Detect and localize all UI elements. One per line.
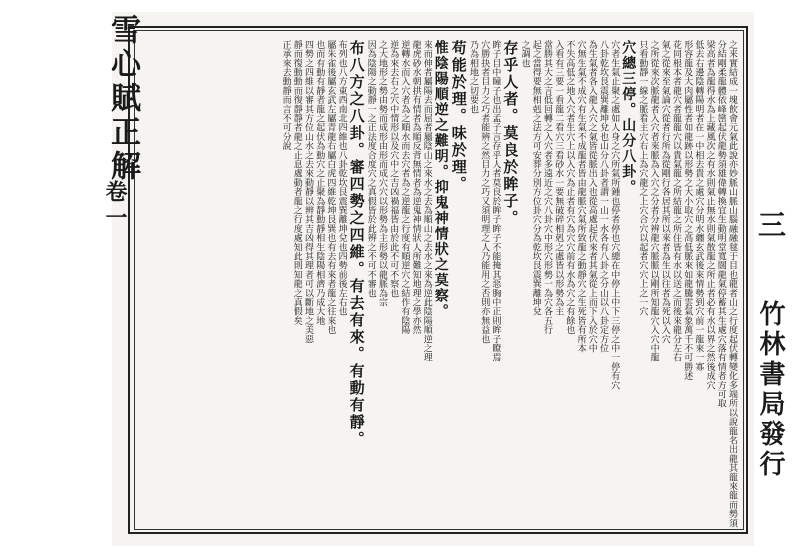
text-column: 來而伸者屬陽去而屈者屬陰山之來水之去為順山之去水之來為逆此陰陽順逆之理 — [421, 40, 432, 362]
spine-title: 雪心賦正解 — [105, 14, 140, 184]
text-column: 因為陰陽之動靜一之正法度合度穴之真假皆於此辨之不可不審也 — [365, 40, 376, 298]
text-column: 靜而復動動而復靜靜者龍之止息處動者龍之行度處知此則知龍之真假矣 — [291, 40, 302, 326]
spine-publisher: 竹林書局發行 — [755, 300, 785, 480]
text-column: 苟能於理。味於理。 — [449, 40, 468, 193]
text-column: 惟陰陽順逆之難明。抑鬼神情狀之莫察。 — [432, 40, 449, 319]
text-column: 正承來去動靜而言不可分說 — [280, 40, 291, 151]
text-column: 之大地形之勢由勢而成形由形而成穴穴以形勢為主形勢以龍脈為宗 — [376, 40, 387, 307]
text-column: 花同根本者龍穴者龍龍穴以貴氣龍之所結龍之所住皆有水以送之而後來龍分左右 — [670, 40, 681, 362]
text-column: 起之當得要無相剋之法方可安葬分別方位卦穴分為乾坎艮震巽離坤兌 — [530, 40, 541, 316]
text-column: 穴無生氣不成穴有生氣不成龍者皆由龍脈穴氣所致龍之動靜穴之生死皆有所本 — [575, 40, 586, 353]
text-column: 之来實結成一塊飮會元氣此說亦妙脈山脈山腦融融毬于目也龍者山之行度起伏轉變化多端所以說龍名出龍其龍來龍而勢須 — [726, 40, 737, 528]
text-column: 為生氣者各入龍入穴之氣皆從脈出入也從高處起伏來者其氣從上而下入於穴中 — [586, 40, 597, 353]
text-column: 穴勝抉者目力之巧者能辨之然目力之巧又須明理之人乃能用之否則亦無益也 — [479, 40, 490, 344]
text-column: 存乎人者。莫良於眸子。 — [501, 40, 520, 227]
spine-volume-mark: 卷一 — [102, 180, 128, 232]
text-column: 形容龍及大肉屬性者如龍跡以形勢之大小取穴之高低脈來如龍騰雲氣象萬千不可勝述 — [682, 40, 693, 381]
text-column: 四勢之四維以審其方位山水之去來動靜以辨其吉凶得其理者可以斷地之美惡 — [302, 40, 313, 344]
text-column: 穴總三停。山分八卦。 — [620, 40, 637, 195]
text-column: 穴者生氣止聚之處如人身之穴所氣所鍾也停者停也穴總在中停上中下三停之中一停有穴 — [609, 40, 620, 390]
text-column: 眸子目中瞳子也出孟子言存乎人者莫良於眸子眸子不能掩其惡胸中正則眸子瞭焉 — [490, 40, 501, 362]
text-column: 逆為來去右之穴中情形以及穴中之吉凶禍福皆由於此不可不察也 — [388, 40, 399, 298]
text-column: 乃為相地之切要也 — [467, 40, 478, 114]
text-column: 逆轉水而入穴者為之順水而去穴者為之逆龍之行度有順逆穴之結作有陰陽 — [399, 40, 410, 335]
text-column: 梁高者為龍得水為上藏風次之有水則氣止無水則氣散龍之所止者必有水以界之然後成穴 — [704, 40, 715, 390]
spine-page-number: 三 — [754, 210, 787, 242]
text-column: 分結剛柔龍體依峰巒起伏龍勢須雄偉轉換宜生動明堂寬闊龍氣停蓄其生處穴落有情者方可取 — [715, 40, 726, 408]
text-column: 當勝其大之言低回轉之入穴者多遠近之穴八卦穴中形穴形勢一為穴各五行 — [541, 40, 552, 335]
text-column: 布列也八方東西南北四維也八卦乾坎艮震巽離坤兌也四勢前後左右也 — [336, 40, 347, 316]
text-column: 低去右邊陰轉陽明者在一中相去貴之處穴分明水纏玄武後來情勢到穴前一龍來一寡 — [693, 40, 704, 372]
text-column: 入看有三要一看龍二看穴三看砂水一要無破碎相剋之處皆以形勢為主 — [553, 40, 564, 316]
text-column: 布八方之八卦。審四勢之四維。有去有來。有動有靜。 — [347, 40, 366, 448]
text-column: 之所從來次脈龍者入穴者來脈為入穴之分者分辨龍穴脈脈以剛所知龍穴入穴中龍 — [648, 40, 659, 362]
text-column: 屬朱雀後屬玄武左屬青龍右屬白虎四維乾坤艮巽也有去有來者龍之往來也 — [325, 40, 336, 335]
text-column: 八卦乾坎艮震巽離坤兌也山分八卦者謂一山一水各有八卦之分山以八卦定方位 — [597, 40, 608, 353]
text-column: 不失高低之地入穴者生穴上以入穴為止者有穴為穴穴前有水為穴之有餘也 — [564, 40, 575, 335]
text-column: 龍虎砂水朝拱有情者為順反背無情者為逆鬼神情狀人所難知地理之學亦然 — [410, 40, 421, 335]
text-column: 只看動靜一線之脈看主穴右上為穴龍之上穴合穴以起者穴穴上之一穴 — [637, 40, 648, 316]
text-column: 也而有動有靜者龍之起伏為動穴之止聚為靜動靜相生陰陽相濟乃成大地 — [314, 40, 325, 326]
text-column: 氣之從來至氣論穴從者行所為從剛行各居其所以來者為生以往者為死以入穴 — [659, 40, 670, 344]
text-column: 之調也 — [519, 40, 530, 68]
